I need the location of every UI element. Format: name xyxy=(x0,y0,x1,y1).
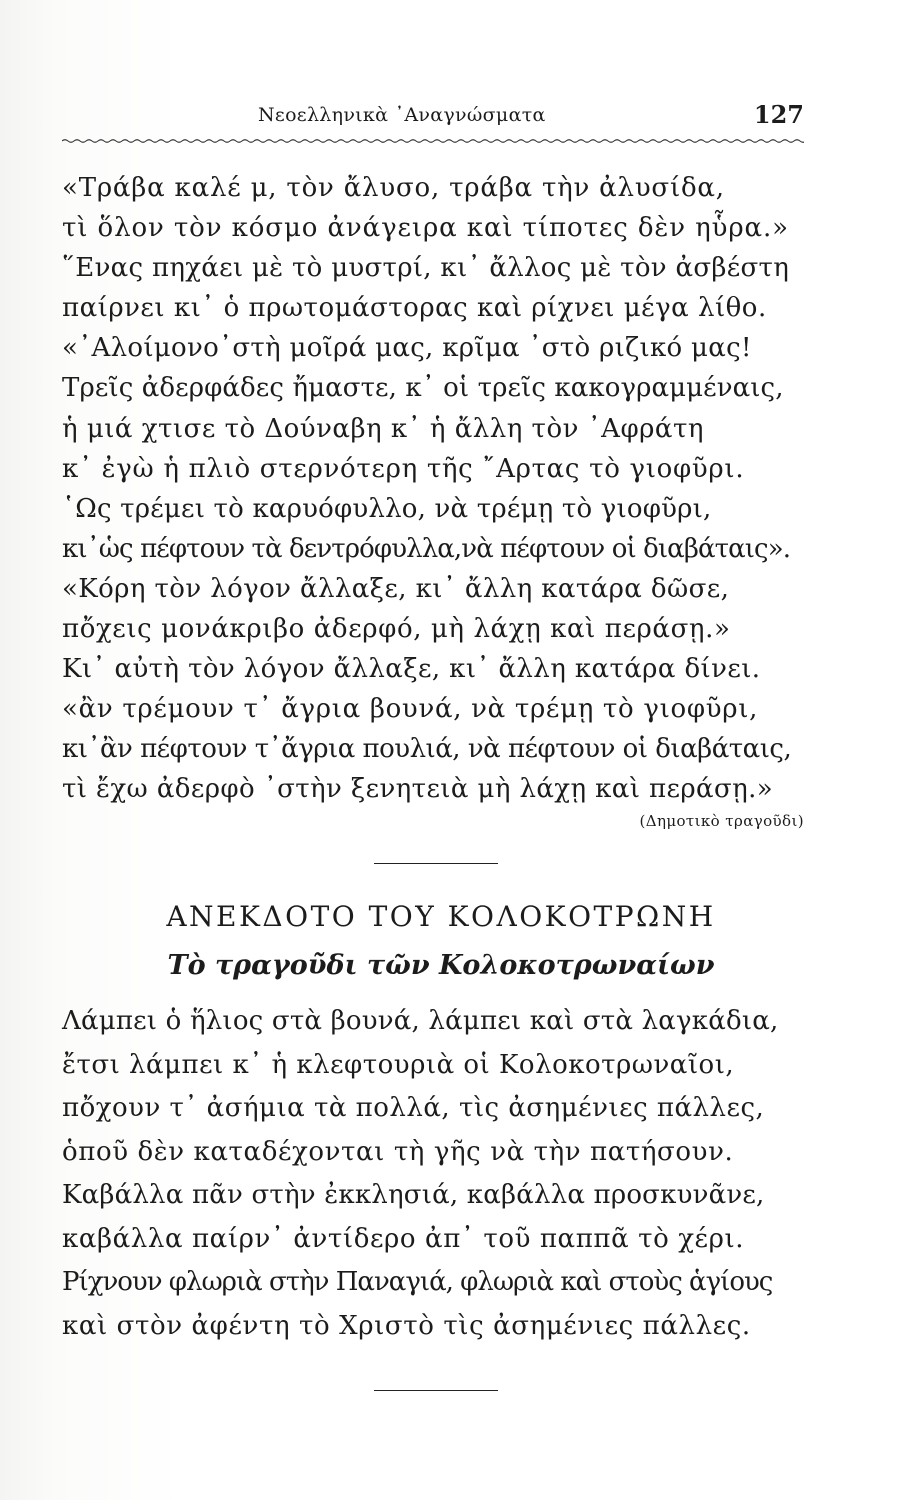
verse-line: ἔτσι λάμπει κ᾿ ἡ κλεφτουριὰ οἱ Κολοκοτρωναῖοι, xyxy=(62,1049,735,1080)
running-title: Νεοελληνικὰ ᾿Αναγνώσματα xyxy=(258,104,546,126)
verse-line: ἡ μιά χτισε τὸ Δούναβη κ᾿ ἡ ἄλλη τὸν ᾿Αφράτη xyxy=(62,413,704,444)
wavy-header-rule xyxy=(62,138,804,144)
verse-line: πὄχουν τ᾿ ἀσήμια τὰ πολλά, τὶς ἀσημένιες πάλλες, xyxy=(62,1093,765,1123)
folk-song-verses xyxy=(62,168,822,810)
verse-line: τὶ ὅλον τὸν κόσμο ἀνάγειρα καὶ τίποτες δὲν ηὗρα.» xyxy=(62,213,789,244)
verse-line: ὁποῦ δὲν καταδέχονται τὴ γῆς νὰ τὴν πατήσουν. xyxy=(62,1136,734,1167)
section-subtitle: Τὸ τραγοῦδι τῶν Κολοκοτρωναίων xyxy=(167,950,715,981)
verse-line: «ἂν τρέμουν τ᾿ ἄγρια βουνά, νὰ τρέμῃ τὸ γιοφῦρι, xyxy=(62,694,759,725)
verse-line: ῞Ενας πηχάει μὲ τὸ μυστρί, κι᾿ ἄλλος μὲ τὸν ἀσβέστη xyxy=(62,253,790,284)
verse-line: καβάλλα παίρν᾿ ἀντίδερο ἀπ᾿ τοῦ παππᾶ τὸ χέρι. xyxy=(62,1223,745,1254)
verse-line: πὄχεις μονάκριβο ἀδερφό, μὴ λάχῃ καὶ περάσῃ.» xyxy=(62,614,731,645)
verse-line: Καβάλλα πᾶν στὴν ἐκκλησιά, καβάλλα προσκυνᾶνε, xyxy=(62,1180,765,1210)
verse-line: ῾Ως τρέμει τὸ καρυόφυλλο, νὰ τρέμῃ τὸ γιοφῦρι, xyxy=(62,493,712,524)
verse-line: τὶ ἔχω ἀδερφὸ ᾿στὴν ξενητειὰ μὴ λάχῃ καὶ περάσῃ.» xyxy=(62,774,774,805)
page-header xyxy=(62,98,804,138)
source-attribution: (Δημοτικὸ τραγοῦδι) xyxy=(639,812,804,830)
verse-line: κι᾿ὡς πέφτουν τὰ δεντρόφυλλα,νὰ πέφτουν οἱ διαβάταις». xyxy=(62,533,791,564)
verse-line: καὶ στὸν ἀφέντη τὸ Χριστὸ τὶς ἀσημένιες πάλλες. xyxy=(62,1310,751,1341)
verse-line: «᾿Αλοίμονο᾿στὴ μοῖρά μας, κρῖμα ᾿στὸ ριζικό μας! xyxy=(62,333,752,364)
section-divider xyxy=(374,1390,498,1391)
page-number: 127 xyxy=(753,100,804,129)
verse-line: παίρνει κι᾿ ὁ πρωτομάστορας καὶ ρίχνει μέγα λίθο. xyxy=(62,293,767,324)
verse-line: «Κόρη τὸν λόγον ἄλλαξε, κι᾿ ἄλλη κατάρα δῶσε, xyxy=(62,573,730,604)
kolokotronis-song-verses xyxy=(62,1000,822,1348)
verse-line: κι᾿ἂν πέφτουν τ᾿ἄγρια πουλιά, νὰ πέφτουν οἱ διαβάταις, xyxy=(62,734,792,765)
verse-line: Κι᾿ αὐτὴ τὸν λόγον ἄλλαξε, κι᾿ ἄλλη κατάρα δίνει. xyxy=(62,654,761,685)
verse-line: «Τράβα καλέ μ, τὸν ἄλυσο, τράβα τὴν ἀλυσίδα, xyxy=(62,173,725,203)
verse-line: Ρίχνουν φλωριὰ στὴν Παναγιά, φλωριὰ καὶ στοὺς ἁγίους xyxy=(62,1267,773,1297)
section-heading: ΑΝΕΚΔΟΤΟ ΤΟΥ ΚΟΛΟΚΟΤΡΩΝΗ xyxy=(166,900,716,933)
verse-line: Λάμπει ὁ ἥλιος στὰ βουνά, λάμπει καὶ στὰ λαγκάδια, xyxy=(62,1006,779,1036)
section-divider xyxy=(374,863,498,864)
verse-line: κ᾿ ἐγὼ ἡ πλιὸ στερνότερη τῆς ῎Αρτας τὸ γιοφῦρι. xyxy=(62,453,745,484)
verse-line: Τρεῖς ἀδερφάδες ἤμαστε, κ᾿ οἱ τρεῖς κακογραμμέναις, xyxy=(62,373,784,404)
